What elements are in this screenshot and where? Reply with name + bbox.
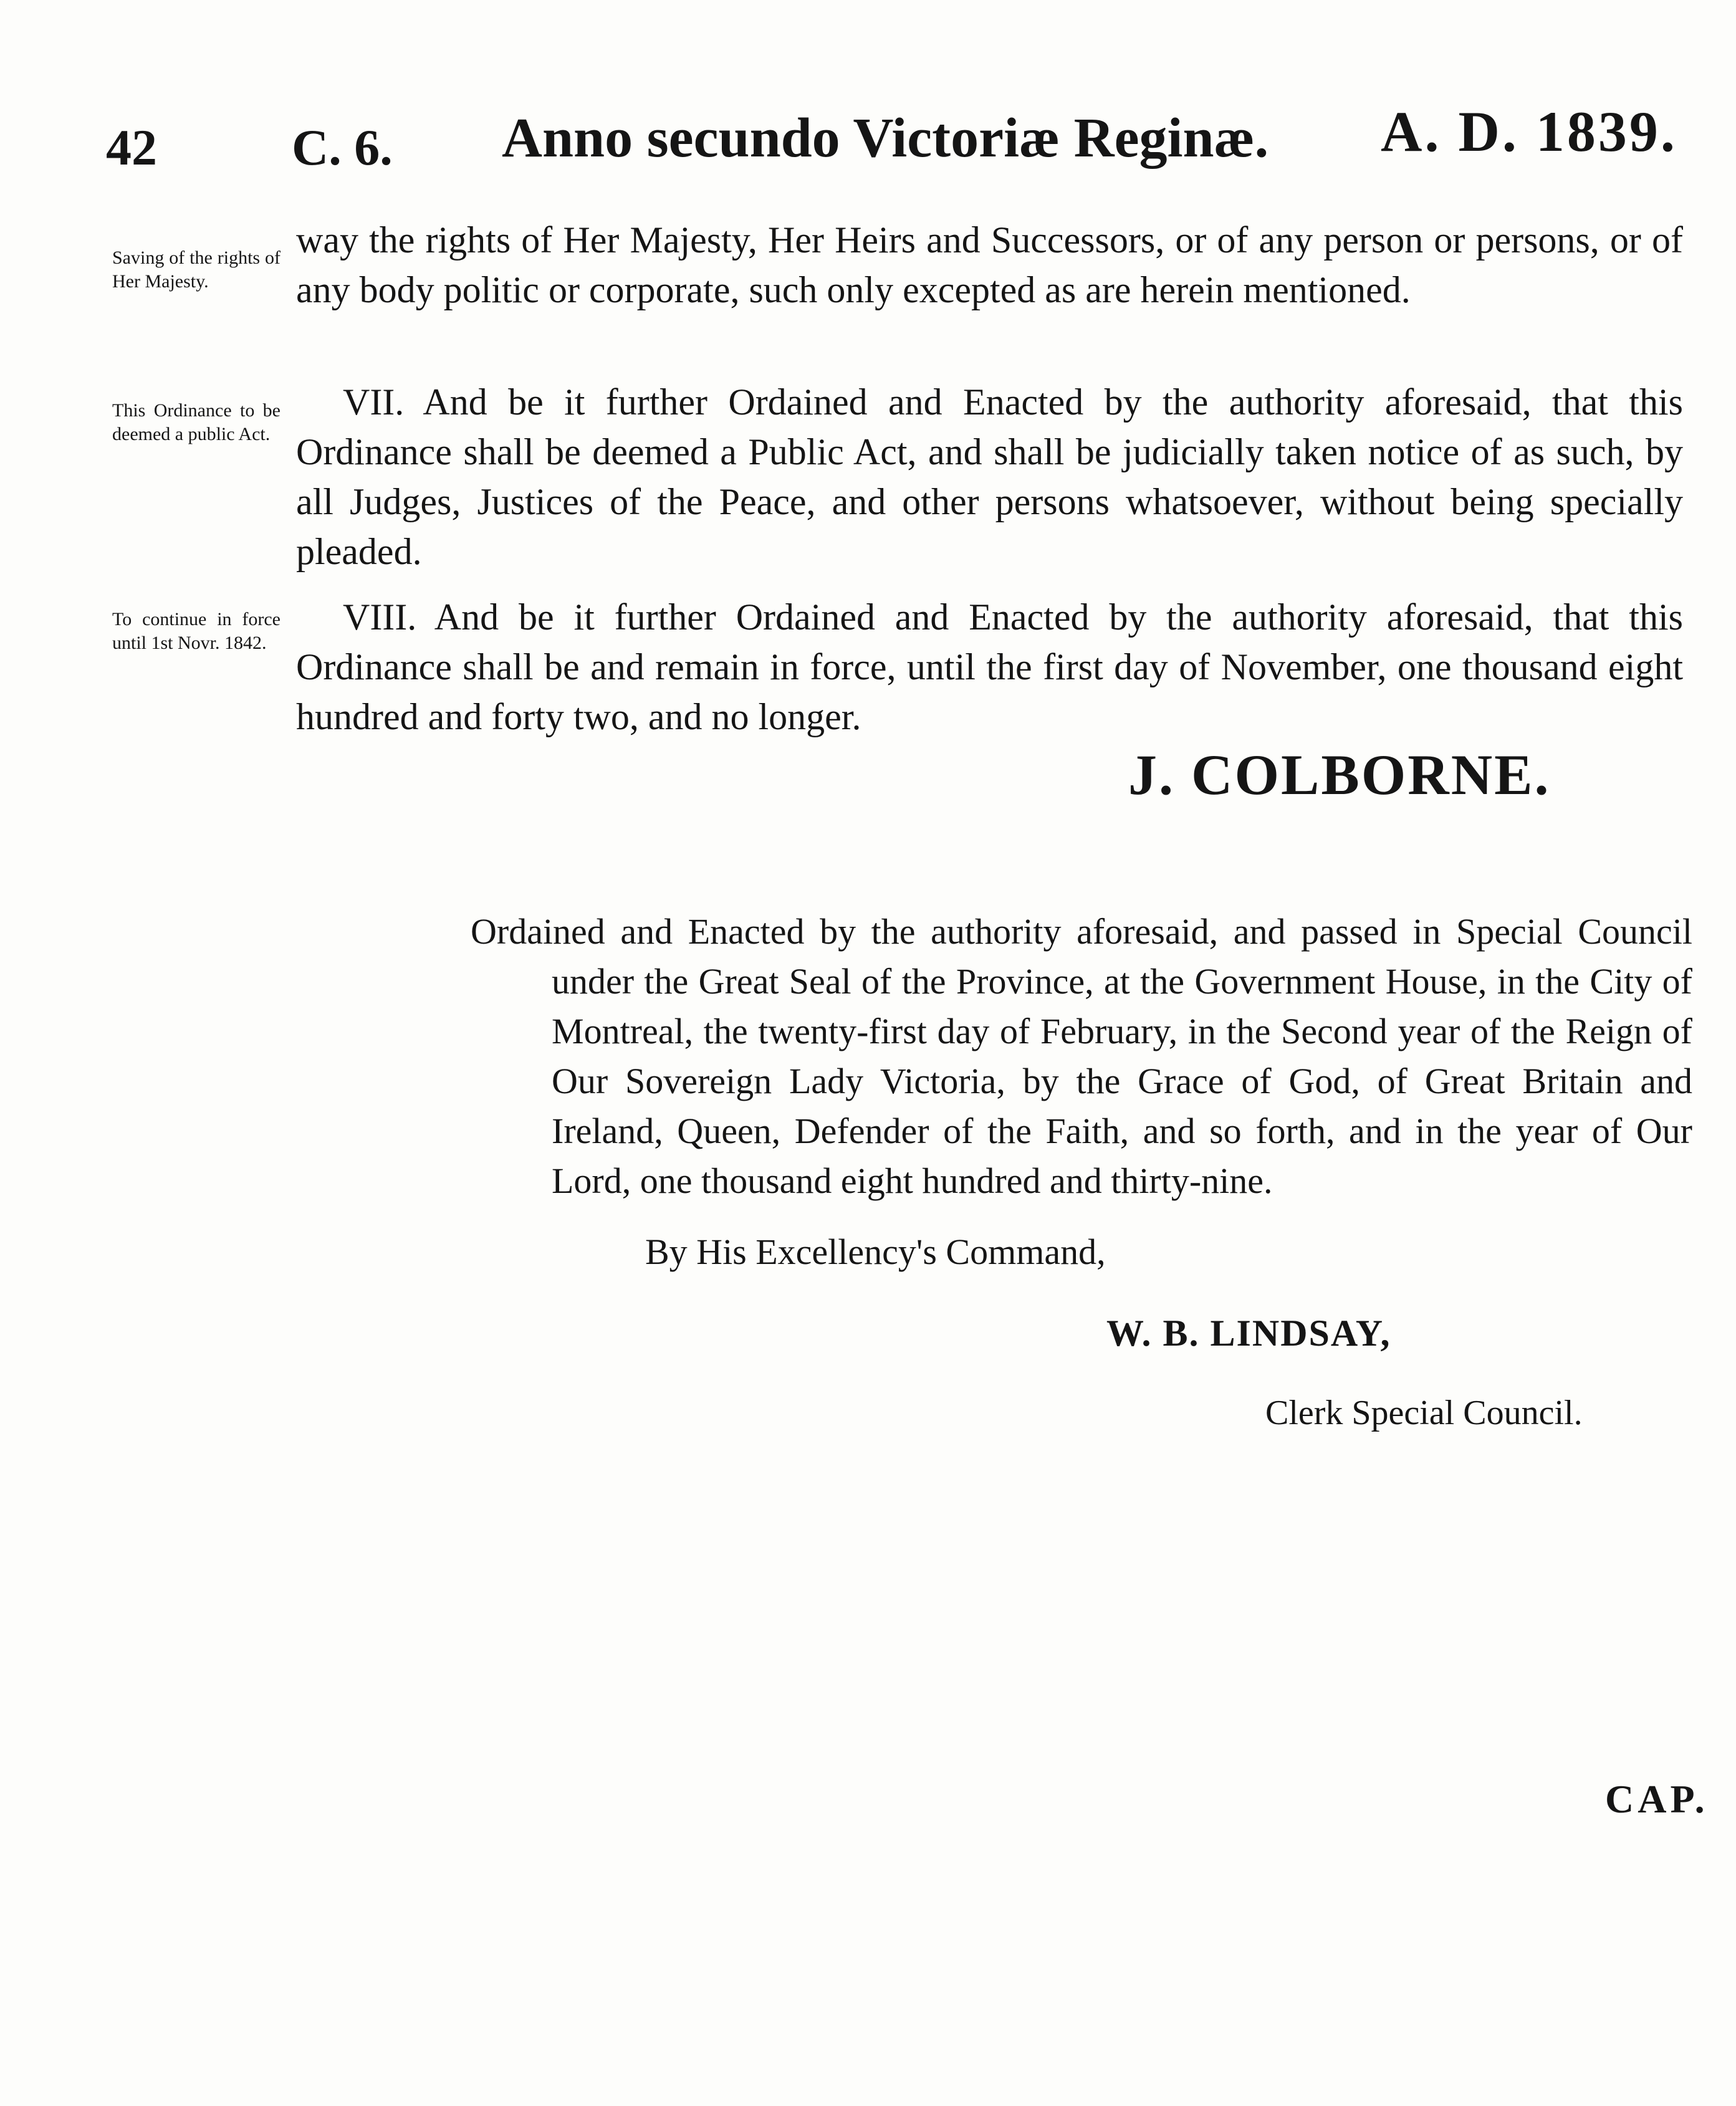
page-number: 42 [106, 119, 157, 176]
paragraph-section-vii [296, 377, 1683, 577]
margin-note-saving-rights: Saving of the rights of Her Majesty. [112, 247, 281, 292]
command-line: By His Excellency's Command, [645, 1232, 1106, 1272]
clerk-title: Clerk Special Council. [1265, 1394, 1583, 1432]
running-header [0, 93, 1736, 175]
governor-signature: J. COLBORNE. [1128, 743, 1551, 807]
paragraph-text: VIII. And be it further Ordained and Enacted by the authority aforesaid, that this Ordinance shall be and remain in force, until the first day of November, one thousand eight hundred and forty two, and no longer. [296, 596, 1683, 737]
paragraph-text: way the rights of Her Majesty, Her Heirs and Successors, or of any person or persons, or of any body politic or corporate, such only excepted as are herein mentioned. [296, 219, 1683, 310]
paragraph-text: VII. And be it further Ordained and Enacted by the authority aforesaid, that this Ordinance shall be deemed a Public Act, and shall be judicially taken notice of as such, by all Judges, Justices of the Peace, and other persons whatsoever, without being specially pleaded. [296, 381, 1683, 572]
enactment-clause: Ordained and Enacted by the authority aforesaid, and passed in Special Council under the Great Seal of the Province, at the Government House, in the City of Montreal, the twenty-first day of February, in the Second year of the Reign of Our Sovereign Lady Victoria, by the Grace of God, of Great Britain and Ireland, Queen, Defender of the Faith, and so forth, and in the year of Our Lord, one thousand eight hundred and thirty-nine. [471, 911, 1692, 1201]
catchword: CAP. [1605, 1777, 1709, 1821]
clerk-name: W. B. LINDSAY, [1106, 1313, 1391, 1354]
running-title: Anno secundo Victoriæ Reginæ. [502, 107, 1269, 169]
margin-note-duration: To continue in force until 1st Novr. 1842. [112, 609, 281, 653]
year-heading: A. D. 1839. [1381, 100, 1677, 163]
paragraph-saving-rights [296, 215, 1683, 315]
paragraph-section-viii [296, 592, 1683, 742]
chapter-number: C. 6. [292, 119, 393, 176]
margin-note-public-act: This Ordinance to be deemed a public Act. [112, 400, 281, 444]
